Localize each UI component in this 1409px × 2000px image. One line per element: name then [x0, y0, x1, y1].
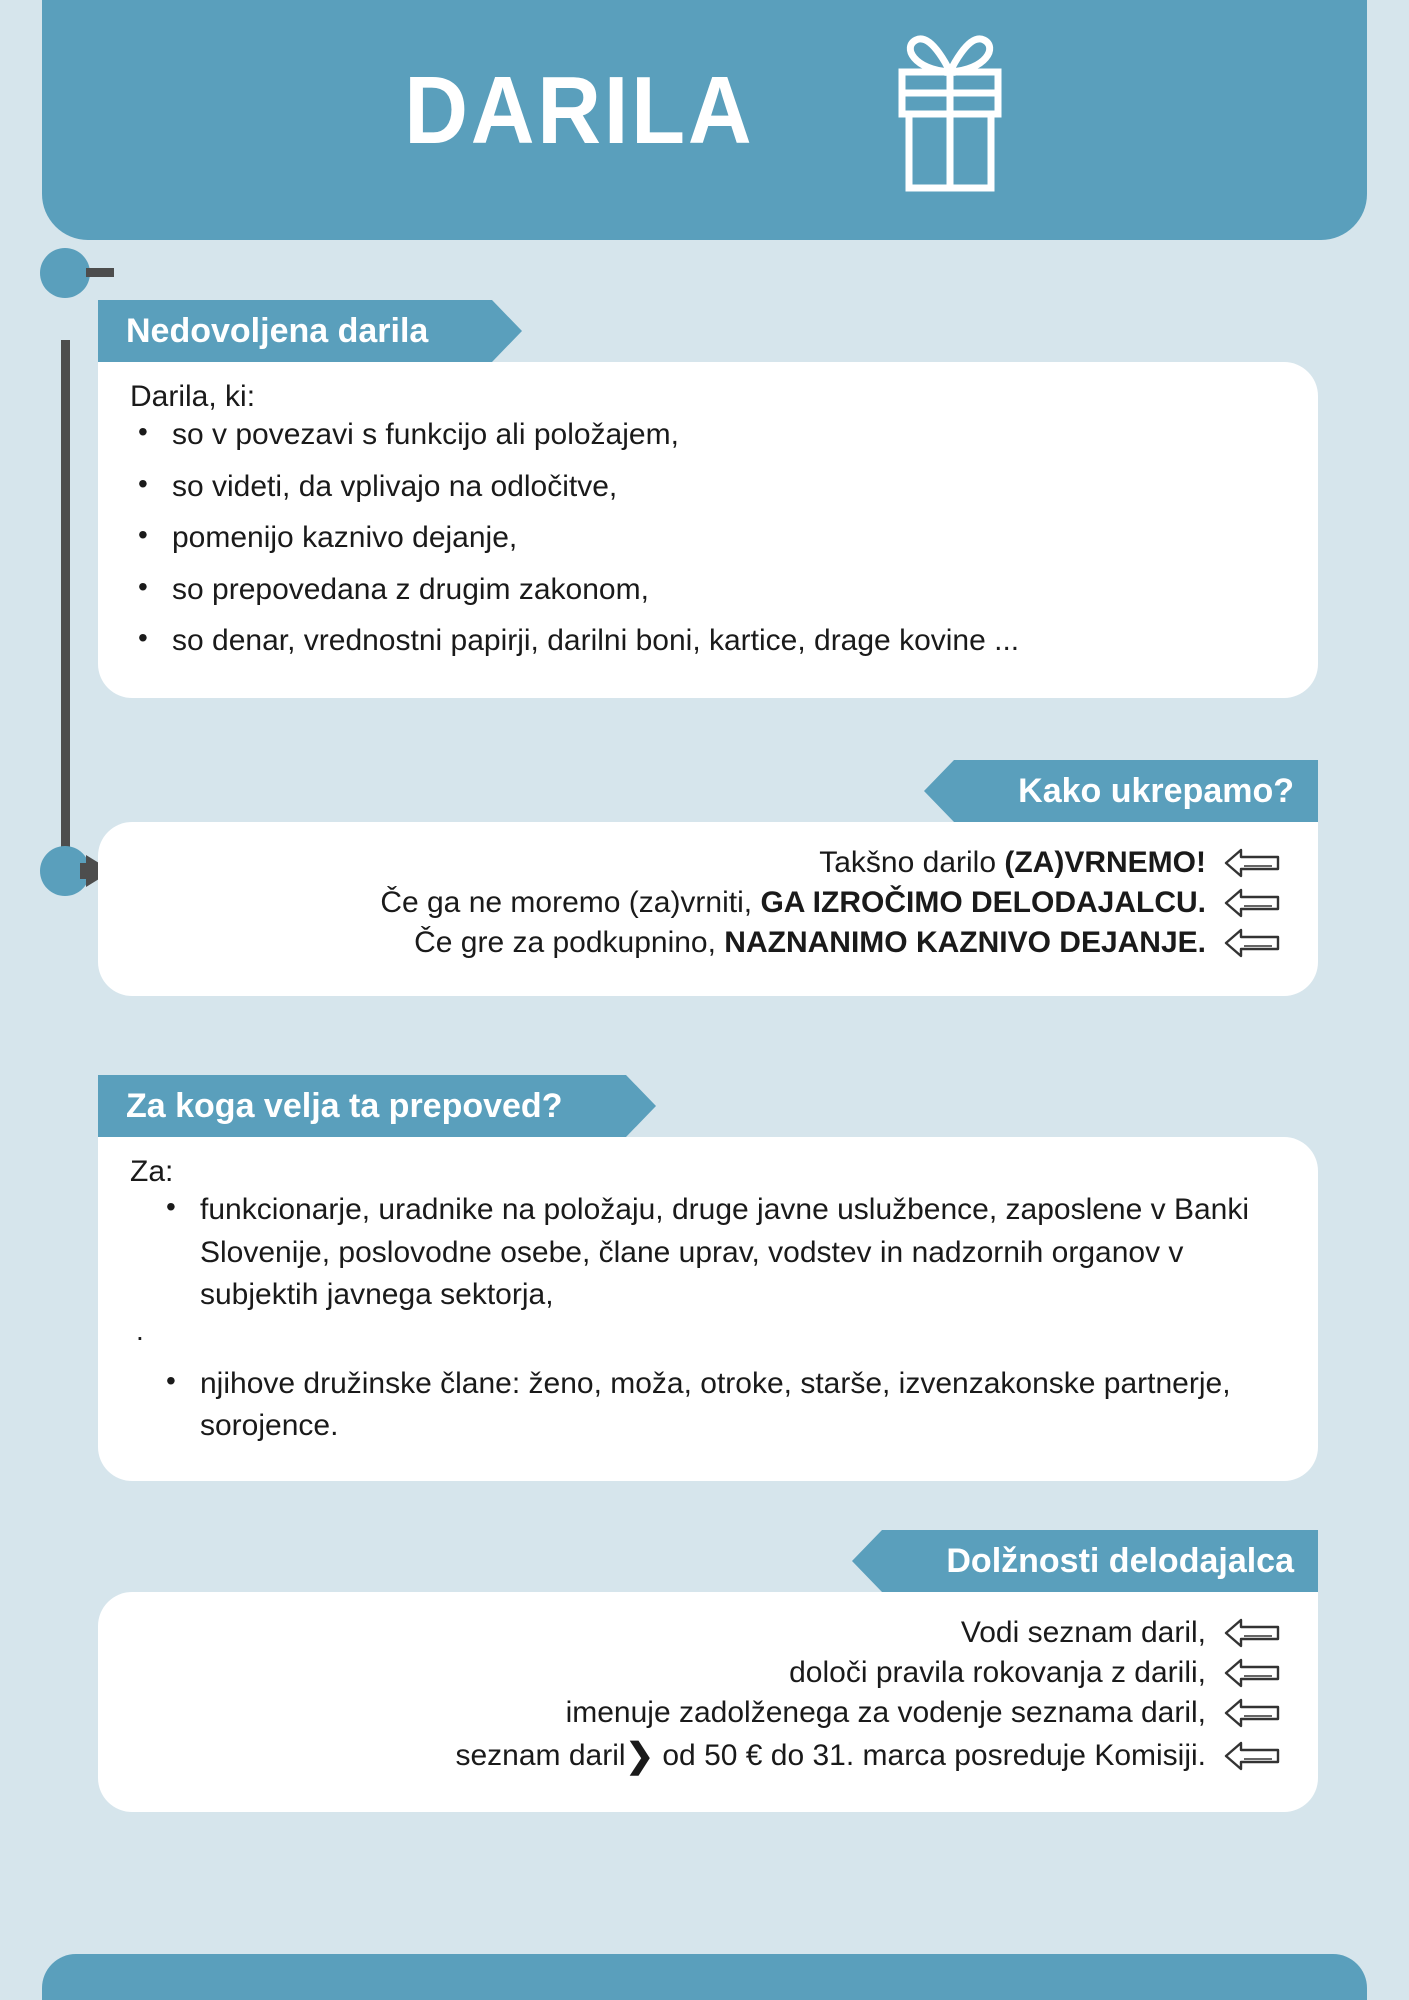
- duty-line: [134, 1736, 1282, 1776]
- duty-line: [134, 1696, 1282, 1730]
- list-item: • so videti, da vplivajo na odločitve,: [130, 466, 1278, 509]
- left-arrow-icon: [1222, 926, 1282, 960]
- section-header-kako-ukrepamo: Kako ukrepamo?: [954, 760, 1318, 822]
- duty-text: seznam daril: [455, 1739, 626, 1772]
- list-item: • so v povezavi s funkcijo ali položajem,: [130, 414, 1278, 457]
- action-text-strong: (ZA)VRNEMO!: [1004, 846, 1206, 879]
- section-header-nedovoljena-darila: Nedovoljena darila: [98, 300, 492, 362]
- action-line: [134, 886, 1282, 920]
- list-item: • funkcionarje, uradnike na položaju, druge javne uslužbence, zaposlene v Banki Slovenije, poslovodne osebe, člane uprav, vodstev in nadzornih organov v subjektih javnega sektorja,: [158, 1189, 1278, 1317]
- list-item: • so prepovedana z drugim zakonom,: [130, 569, 1278, 612]
- duty-line: [134, 1616, 1282, 1650]
- section-card-nedovoljena-darila: [98, 362, 1318, 698]
- stray-dot: .: [136, 1315, 144, 1346]
- left-arrow-icon: [1222, 1696, 1282, 1730]
- duty-text: Vodi seznam daril,: [960, 1616, 1206, 1649]
- section-header-dolznosti-delodajalca: Dolžnosti delodajalca: [882, 1530, 1318, 1592]
- section-card-dolznosti-delodajalca: [98, 1592, 1318, 1812]
- action-line: [134, 846, 1282, 880]
- action-text-strong: GA IZROČIMO DELODAJALCU.: [760, 886, 1206, 919]
- section-dolznosti-delodajalca: [98, 1530, 1318, 1812]
- duty-line: [134, 1656, 1282, 1690]
- timeline-node-1: [40, 248, 90, 298]
- gift-icon: [880, 26, 1020, 196]
- action-text-normal: Če gre za podkupnino,: [414, 926, 725, 959]
- footer-bar: [42, 1954, 1367, 2000]
- list-item: • so denar, vrednostni papirji, darilni boni, kartice, drage kovine ...: [130, 620, 1278, 663]
- left-arrow-icon: [1222, 1656, 1282, 1690]
- section-header-za-koga-velja: Za koga velja ta prepoved?: [98, 1075, 626, 1137]
- duty-text: določi pravila rokovanja z darili,: [789, 1656, 1206, 1689]
- left-arrow-icon: [1222, 886, 1282, 920]
- action-text-normal: Če ga ne moremo (za)vrniti,: [380, 886, 761, 919]
- timeline-connector-1: [86, 268, 114, 277]
- section-kako-ukrepamo: [98, 760, 1318, 996]
- list-item: • njihove družinske člane: ženo, moža, otroke, starše, izvenzakonske partnerje, sorojence.: [158, 1363, 1278, 1448]
- left-arrow-icon: [1222, 846, 1282, 880]
- section-nedovoljena-darila: [98, 300, 1318, 698]
- section-card-kako-ukrepamo: [98, 822, 1318, 996]
- timeline-rail: [61, 340, 70, 878]
- action-text-normal: Takšno darilo: [819, 846, 1005, 879]
- action-line: [134, 926, 1282, 960]
- action-text-strong: NAZNANIMO KAZNIVO DEJANJE.: [724, 926, 1206, 959]
- bullet-list-za-koga: [130, 1189, 1278, 1448]
- page-title: DARILA: [404, 57, 755, 164]
- duty-text: imenuje zadolženega za vodenje seznama daril,: [565, 1696, 1206, 1729]
- left-arrow-icon: [1222, 1616, 1282, 1650]
- title-banner: [42, 0, 1367, 240]
- section-card-za-koga-velja: [98, 1137, 1318, 1481]
- chevron-right-icon: ❯: [625, 1737, 655, 1775]
- duty-text-continued: od 50 € do 31. marca posreduje Komisiji.: [654, 1739, 1206, 1772]
- left-arrow-icon: [1222, 1739, 1282, 1773]
- list-item: • pomenijo kaznivo dejanje,: [130, 517, 1278, 560]
- lead-text-nedovoljena: Darila, ki:: [130, 380, 256, 413]
- bullet-list-nedovoljena: [130, 414, 1278, 663]
- lead-text-za-koga: Za:: [130, 1155, 174, 1188]
- section-za-koga-velja: [98, 1075, 1318, 1481]
